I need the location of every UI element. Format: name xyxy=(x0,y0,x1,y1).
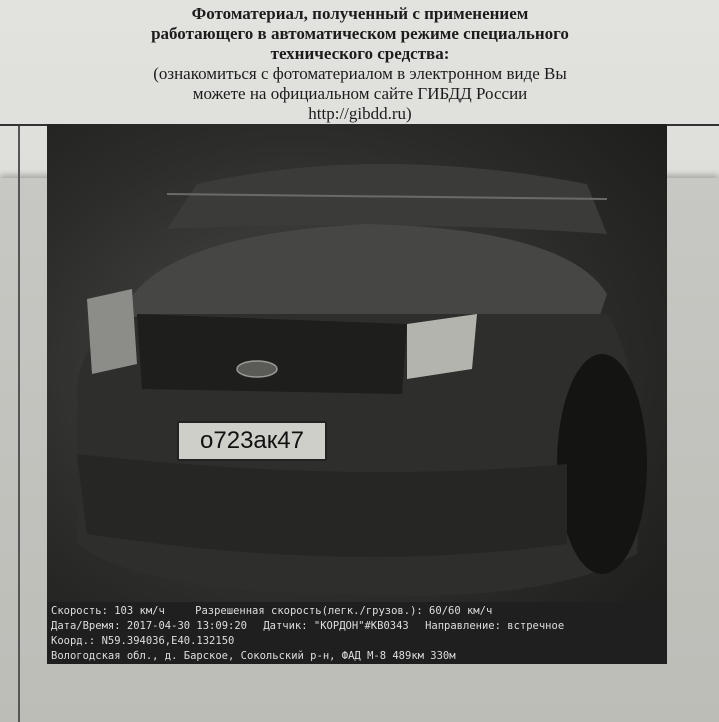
coords-value: N59.394036,E40.132150 xyxy=(101,635,235,647)
header-line-3: технического средства: xyxy=(270,44,450,63)
info-row-speed xyxy=(51,604,663,619)
location-value: Вологодская обл., д. Барское, Сокольский р-н, ФАД М-8 489км 330м xyxy=(51,650,456,662)
left-headlight xyxy=(87,289,137,374)
right-headlight xyxy=(407,314,477,379)
header-line-5: можете на официальном сайте ГИБДД России xyxy=(192,84,528,103)
violation-info-panel xyxy=(47,602,667,664)
document-header xyxy=(40,4,680,124)
allowed-speed-label: Разрешенная скорость(легк./грузов.): xyxy=(195,605,423,617)
datetime-value: 2017-04-30 13:09:20 xyxy=(126,620,247,632)
direction-value: встречное xyxy=(507,620,565,632)
grille xyxy=(137,314,407,394)
license-plate: о723ак47 xyxy=(177,421,327,461)
info-row-datetime xyxy=(51,619,663,634)
direction-label: Направление: xyxy=(425,620,501,632)
header-line-1: Фотоматериал, полученный с применением xyxy=(191,4,529,23)
vehicle-photo xyxy=(47,124,667,664)
header-line-4: (ознакомиться с фотоматериалом в электронном виде Вы xyxy=(153,64,567,83)
frame-left-rule xyxy=(18,126,20,722)
sensor-value: "КОРДОН"#КВ0343 xyxy=(313,620,409,632)
ford-badge-icon xyxy=(237,361,277,377)
header-line-6: http://gibdd.ru) xyxy=(308,104,412,123)
speed-label: Скорость: xyxy=(51,605,108,617)
info-row-coords xyxy=(51,634,663,649)
header-line-2: работающего в автоматическом режиме специального xyxy=(151,24,569,43)
sensor-label: Датчик: xyxy=(263,620,308,632)
info-row-location xyxy=(51,649,663,664)
allowed-speed-value: 60/60 км/ч xyxy=(429,605,493,617)
coords-label: Коорд.: xyxy=(51,635,96,647)
car-illustration xyxy=(47,124,667,664)
front-wheel xyxy=(557,354,647,574)
datetime-label: Дата/Время: xyxy=(51,620,121,632)
speed-value: 103 км/ч xyxy=(114,605,165,617)
